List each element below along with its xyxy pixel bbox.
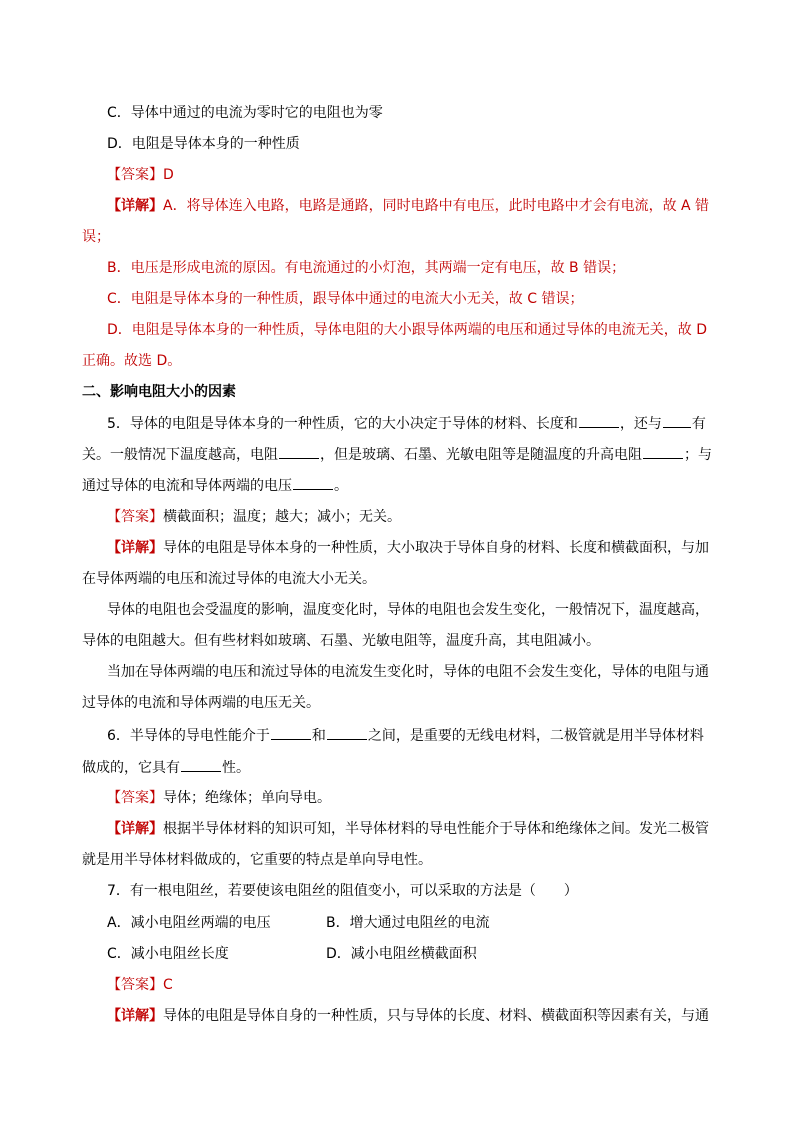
detail-text: 根据半导体材料的知识可知，半导体材料的导电性能介于导体和绝缘体之间。发光二极管: [163, 821, 709, 837]
q7-option-c: C．减小电阻丝长度: [107, 946, 229, 962]
detail-text: 导体的电阻是导体自身的一种性质，只与导体的长度、材料、横截面积等因素有关，与通: [163, 1008, 709, 1024]
fill-blank: [293, 475, 333, 490]
q5-answer: [107, 507, 401, 527]
detail-tag: 【详解】: [107, 540, 163, 556]
q5-detail: 过导体的电流和导体两端的电压无关。: [82, 695, 320, 711]
q6-text: 之间，是重要的无线电材料，二极管就是用半导体材料: [367, 728, 704, 744]
q5-stem-line: [82, 444, 712, 464]
answer-text: 导体；绝缘体；单向导电。: [163, 790, 331, 806]
q7-answer: 【答案】C: [107, 977, 173, 993]
q7-stem: 7．有一根电阻丝，若要使该电阻丝的阻值变小，可以采取的方法是（ ）: [107, 883, 578, 899]
answer-tag: 【答案】: [107, 790, 163, 806]
q6-text: 性。: [222, 760, 250, 776]
detail-tag: 【详解】: [107, 198, 163, 214]
q5-text: 关。一般情况下温度越高，电阻: [82, 447, 278, 463]
section-title: 二、影响电阻大小的因素: [82, 384, 236, 400]
q7-option-b: B．增大通过电阻丝的电流: [326, 915, 490, 931]
q6-detail: [107, 819, 709, 839]
q6-text: 做成的，它具有: [82, 760, 180, 776]
detail-text: 导体的电阻是导体本身的一种性质，大小取决于导体自身的材料、长度和横截面积，与加: [163, 540, 709, 556]
fill-blank: [271, 725, 311, 740]
fill-blank: [579, 413, 619, 428]
q7-option-d: D．减小电阻丝横截面积: [326, 946, 477, 962]
q7-option-a: A．减小电阻丝两端的电压: [107, 915, 271, 931]
fill-blank: [327, 725, 367, 740]
detail-text: A．将导体连入电路，电路是通路，同时电路中有电压，此时电路中才会有电流，故 A 错: [163, 198, 710, 214]
detail-line: [107, 196, 709, 216]
q6-detail: 就是用半导体材料做成的，它重要的特点是单向导电性。: [82, 852, 432, 868]
q6-stem-line: [82, 757, 250, 777]
fill-blank: [643, 444, 683, 459]
detail-line: 正确。故选 D。: [82, 353, 182, 369]
q6-text: 6．半导体的导电性能介于: [107, 728, 270, 744]
option-c: C．导体中通过的电流为零时它的电阻也为零: [107, 105, 383, 121]
q5-text: ，但是玻璃、石墨、光敏电阻等是随温度的升高电阻: [320, 447, 642, 463]
fill-blank: [279, 444, 319, 459]
q6-text: 和: [311, 728, 326, 744]
detail-tag: 【详解】: [107, 821, 163, 837]
q5-text: 5．导体的电阻是导体本身的一种性质，它的大小决定于导体的材料、长度和: [107, 416, 578, 432]
q5-stem-line: [82, 475, 348, 495]
answer-label: 【答案】D: [107, 167, 174, 183]
q5-detail: 当加在导体两端的电压和流过导体的电流发生变化时，导体的电阻不会发生变化，导体的电阻与通: [107, 664, 709, 680]
fill-blank: [663, 413, 691, 428]
detail-tag: 【详解】: [107, 1008, 163, 1024]
detail-line: C．电阻是导体本身的一种性质，跟导体中通过的电流大小无关，故 C 错误；: [107, 291, 584, 307]
q5-detail: [107, 538, 709, 558]
answer-tag: 【答案】: [107, 509, 163, 525]
q6-answer: [107, 788, 331, 808]
q5-text: 。: [334, 478, 348, 494]
detail-line: D．电阻是导体本身的一种性质，导体电阻的大小跟导体两端的电压和通过导体的电流无关，故 D: [107, 322, 708, 338]
q5-text: 通过导体的电流和导体两端的电压: [82, 478, 292, 494]
detail-line: B．电压是形成电流的原因。有电流通过的小灯泡，其两端一定有电压，故 B 错误；: [107, 260, 626, 276]
option-d: D．电阻是导体本身的一种性质: [107, 136, 300, 152]
q5-detail: 导体的电阻越大。但有些材料如玻璃、石墨、光敏电阻等，温度升高，其电阻减小。: [82, 633, 600, 649]
q5-detail: 导体的电阻也会受温度的影响，温度变化时，导体的电阻也会发生变化，一般情况下，温度越高，: [107, 602, 709, 618]
q5-detail: 在导体两端的电压和流过导体的电流大小无关。: [82, 571, 376, 587]
detail-line: 误；: [82, 229, 110, 245]
q5-text: 有: [691, 416, 706, 432]
q5-stem-line: [107, 413, 706, 433]
answer-text: 横截面积；温度；越大；减小；无关。: [163, 509, 401, 525]
q7-detail: [107, 1006, 709, 1026]
q5-text: ，还与: [619, 416, 662, 432]
fill-blank: [181, 757, 221, 772]
q6-stem-line: [107, 725, 704, 745]
q5-text: ；与: [684, 447, 712, 463]
